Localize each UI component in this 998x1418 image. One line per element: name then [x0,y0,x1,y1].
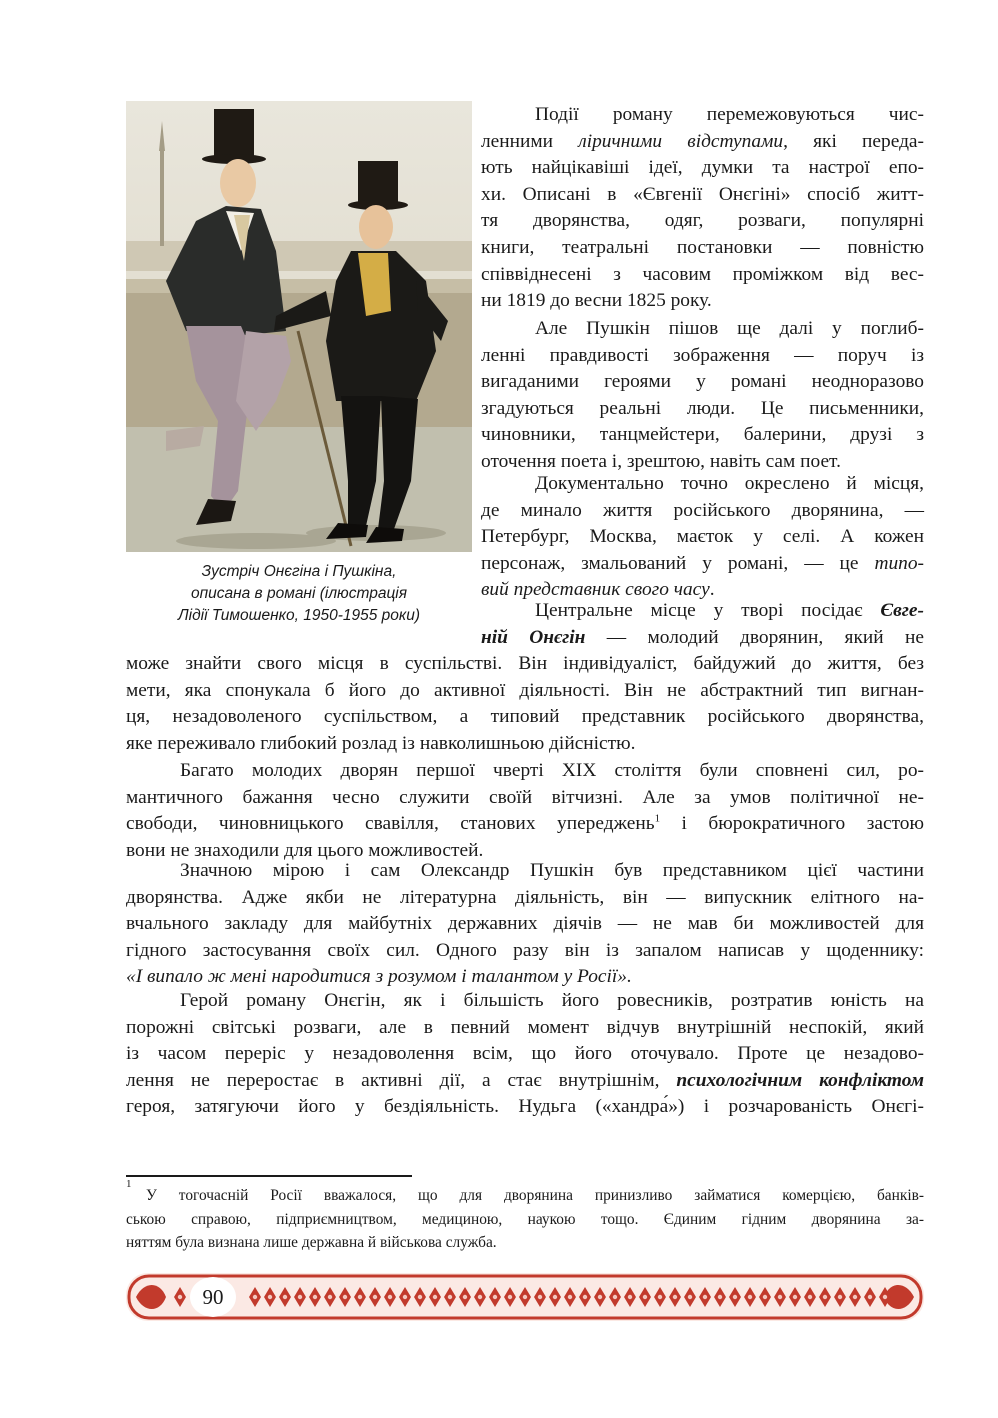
caption-line: описана в романі (ілюстрація [190,585,408,602]
footnote-ref[interactable]: 1 [654,812,661,825]
text-line: мантичного бажання чесно служити своїй вітчизні. Але за умов політичної не- [126,786,924,808]
ornament-dot [628,1295,632,1299]
text-line: згадуються реальні люди. Це письменники, [481,397,924,419]
illustration-onegin-pushkin [126,101,472,552]
text-line [481,598,924,625]
ornament-dot [523,1295,527,1299]
term-lyrical-digressions: ліричними відступами [578,130,784,152]
ornament-dot [328,1295,332,1299]
ornament-dot [733,1295,737,1299]
text-line: ють найцікавіші ідеї, думки та настрої епо- [481,157,924,179]
text-line: вони не знаходили для цього можливостей. [126,839,484,861]
text-line: із часом переріс у незадоволення всім, що його оточувало. Проте це незадово- [126,1043,924,1065]
text-line: героя, затягуючи його у бездіяльність. Нудьга («хандра́») і розчарованість Онєгі- [126,1096,924,1118]
text-line: вчального закладу для майбутніх державних діячів — не мав би можливостей для [126,913,924,935]
ornament-dot [883,1295,887,1299]
ornament-dot [253,1295,257,1299]
text-line: Але Пушкін пішов ще далі у поглиб- [535,318,924,339]
ornament-dot [748,1295,752,1299]
ornament-dot [313,1295,317,1299]
ornament-dot [598,1295,602,1299]
ornament-dot [508,1295,512,1299]
term-typical-representative: вий представник свого часу [481,579,710,601]
text-line: Події роману перемежовуються чис- [535,104,924,125]
footnote-line: ською справою, підприємництвом, медициною, наукою тощо. Єдиним гідним дворянина за- [126,1210,924,1228]
ornament-dot [463,1295,467,1299]
text-line: вигаданими героями у романі неодноразово [481,371,924,393]
text-span: . [709,579,715,601]
ornament-dot [268,1295,272,1299]
footnote-line: У тогочасній Росії вважалося, що для дворянина принизливо займатися комерцією, банків- [146,1187,924,1204]
ornament-dot [673,1295,677,1299]
text-span: Центральне місце у творі посідає [535,600,881,621]
ornament-dot [343,1295,347,1299]
text-line: книги, театральні постановки — повністю [481,236,924,258]
ornament-dot [658,1295,662,1299]
page-number: 90 [190,1277,236,1317]
paragraph-young-nobles [126,758,924,864]
text-line [126,1068,924,1095]
ornament-dot [853,1295,857,1299]
ornament-dot [388,1295,392,1299]
text-span: — молодий дворянин, який не [585,626,924,648]
paragraph-hero-onegin [126,988,924,1121]
text-line [481,551,924,578]
text-line: оточення поета і, зрештою, навіть сам поет. [481,450,841,472]
text-span: , які переда- [783,130,924,152]
ornament-dot [178,1295,182,1299]
ornament-dot [763,1295,767,1299]
text-line [481,625,924,652]
text-line: ця, незадоволеного суспільством, а типовий представник російського дворянства, [126,706,924,728]
ornament-dot [778,1295,782,1299]
text-line: Багато молодих дворян першої чверті XIX століття були сповнені сил, ро- [180,760,924,781]
term-eugene: Євге- [880,600,924,621]
ornament-dot [553,1295,557,1299]
ornament-dot [298,1295,302,1299]
text-line [481,129,924,156]
pushkin-quote: «І випало ж мені народитися з розумом і талантом у Росії». [126,966,632,988]
text-line: Значною мірою і сам Олександр Пушкін був представником цієї частини [180,860,924,881]
term-psychological-conflict: психологічним конфліктом [676,1069,924,1091]
ornament-dot [583,1295,587,1299]
text-line [126,811,924,838]
text-span: лення не переростає в активні дії, а стає внутрішнім, [126,1069,677,1091]
text-line: ни 1819 до весни 1825 року. [481,290,712,312]
ornament-dot [448,1295,452,1299]
footnote-line: няттям була визнана лише державна й військова служба. [126,1234,497,1251]
ornament-dot [793,1295,797,1299]
ornament-dot [433,1295,437,1299]
text-line: хи. Описані в «Євгенії Онєгіні» спосіб житт- [481,183,924,205]
ornament-dot [643,1295,647,1299]
paragraph-truthfulness [481,316,924,476]
text-span: персонаж, змальований у романі, — це [481,552,875,574]
text-line: яке переживало глибокий розлад із навколишньою дійсністю. [126,732,636,754]
ornament-dot [613,1295,617,1299]
ornament-dot [403,1295,407,1299]
text-line: мети, яка спонукала б його до активної діяльності. Він не абстрактний тип вигнан- [126,679,924,701]
text-line: співвіднесені з часовим проміжком від вес- [481,263,924,285]
text-line: Петербург, Москва, маєток у селі. А кожен [481,526,924,548]
paragraph-pushkin [126,858,924,991]
text-line: де минало життя російського дворянина, — [481,499,924,521]
ornament-dot [718,1295,722,1299]
paragraph-events [481,102,924,315]
term-typical: типо- [874,552,924,574]
ornament-dot [568,1295,572,1299]
text-line: Документально точно окреслено й місця, [535,473,924,494]
ornament-dot [418,1295,422,1299]
text-line: чиновники, танцмейстери, балерини, друзі з [481,424,924,446]
ornament-dot [478,1295,482,1299]
ornament-dot [538,1295,542,1299]
paragraph-central-place [481,598,924,651]
text-line: тя дворянства, одяг, розваги, популярні [481,210,924,232]
ornament-dot [283,1295,287,1299]
ornament-dot [703,1295,707,1299]
ornament-band [126,1273,924,1321]
ornament-dot [838,1295,842,1299]
footnote [126,1178,924,1255]
ornament-dot [823,1295,827,1299]
text-line: дворянства. Адже якби не літературна діяльність, він — випускник елітного на- [126,886,924,908]
ornament-dot [493,1295,497,1299]
ornament-dot [808,1295,812,1299]
ornament-dot [868,1295,872,1299]
caption-line: Зустріч Онєгіна і Пушкіна, [201,563,397,580]
footnote-mark: 1 [126,1178,132,1190]
term-onegin: ній Онєгін [481,626,586,648]
text-line: гідного застосування своїх сил. Одного разу він із запалом написав у щоденнику: [126,939,924,961]
text-span: свободи, чиновницького свавілля, станових упереджень [126,813,655,835]
ornament-dot [373,1295,377,1299]
footnote-divider [126,1175,412,1177]
paragraph-central-place-cont [126,651,924,757]
paragraph-places [481,471,924,604]
figure-caption [126,561,472,627]
text-span: і бюрократичного застою [660,813,924,835]
text-span: ленними [481,130,579,152]
text-line: може знайти свого місця в суспільстві. Він індивідуаліст, байдужий до життя, без [126,653,924,674]
ornament-dot [358,1295,362,1299]
text-line: порожні світські розваги, але в певний момент відчув внутрішній неспокій, який [126,1016,924,1038]
caption-line: Лідії Тимошенко, 1950-1955 роки) [178,607,420,624]
text-line: Герой роману Онєгін, як і більшість його ровесників, розтратив юність на [180,990,924,1011]
text-line: ленні правдивості зображення — поруч із [481,344,924,366]
ornament-dot [688,1295,692,1299]
